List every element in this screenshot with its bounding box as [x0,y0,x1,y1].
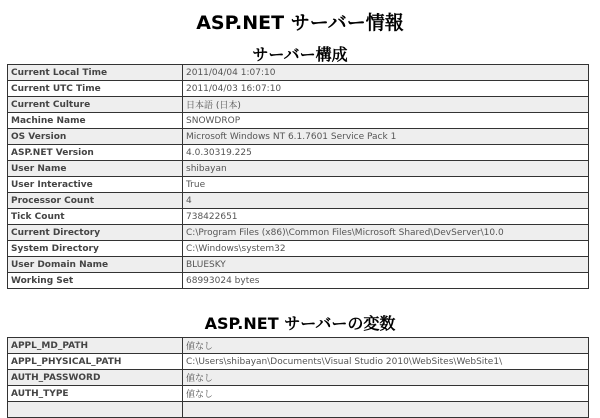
server-config-table [7,64,589,289]
row-key: APPL_PHYSICAL_PATH [8,354,183,370]
row-value: 値なし [183,386,589,402]
table-row [8,97,589,113]
server-config-heading: サーバー構成 [252,45,348,64]
row-value: 値なし [183,370,589,386]
row-key: Current UTC Time [8,81,183,97]
row-key: Working Set [8,273,183,289]
row-value: True [183,177,589,193]
table-row [8,193,589,209]
row-key: OS Version [8,129,183,145]
row-value [183,402,589,418]
table-row [8,241,589,257]
row-value: 2011/04/03 16:07:10 [183,81,589,97]
row-value: SNOWDROP [183,113,589,129]
table-row [8,177,589,193]
row-key: Machine Name [8,113,183,129]
row-value: 4.0.30319.225 [183,145,589,161]
table-row [8,338,589,354]
row-value: 68993024 bytes [183,273,589,289]
server-variables-table [7,337,589,418]
row-value: BLUESKY [183,257,589,273]
row-value: 738422651 [183,209,589,225]
table-row [8,354,589,370]
row-value: 4 [183,193,589,209]
table-row [8,225,589,241]
row-key: User Name [8,161,183,177]
table-row [8,209,589,225]
row-key: Current Directory [8,225,183,241]
row-value: C:\Program Files (x86)\Common Files\Microsoft Shared\DevServer\10.0 [183,225,589,241]
row-key: AUTH_PASSWORD [8,370,183,386]
row-key: System Directory [8,241,183,257]
page-title: ASP.NET サーバー情報 [196,12,404,34]
row-value: C:\Users\shibayan\Documents\Visual Studio 2010\WebSites\WebSite1\ [183,354,589,370]
table-row [8,145,589,161]
row-value: C:\Windows\system32 [183,241,589,257]
table-row [8,65,589,81]
row-value: 日本語 (日本) [183,97,589,113]
row-value: 値なし [183,338,589,354]
row-value: Microsoft Windows NT 6.1.7601 Service Pack 1 [183,129,589,145]
row-key: User Domain Name [8,257,183,273]
row-key: APPL_MD_PATH [8,338,183,354]
row-key: ASP.NET Version [8,145,183,161]
table-row [8,113,589,129]
table-row [8,161,589,177]
server-variables-heading: ASP.NET サーバーの変数 [204,314,396,333]
row-key: Processor Count [8,193,183,209]
table-row [8,386,589,402]
table-row [8,370,589,386]
table-row [8,273,589,289]
row-key: AUTH_TYPE [8,386,183,402]
row-value: 2011/04/04 1:07:10 [183,65,589,81]
row-key: Current Culture [8,97,183,113]
row-key: Current Local Time [8,65,183,81]
row-key: User Interactive [8,177,183,193]
row-value: shibayan [183,161,589,177]
table-row [8,402,589,418]
table-row [8,257,589,273]
table-row [8,129,589,145]
row-key [8,402,183,418]
row-key: Tick Count [8,209,183,225]
table-row [8,81,589,97]
